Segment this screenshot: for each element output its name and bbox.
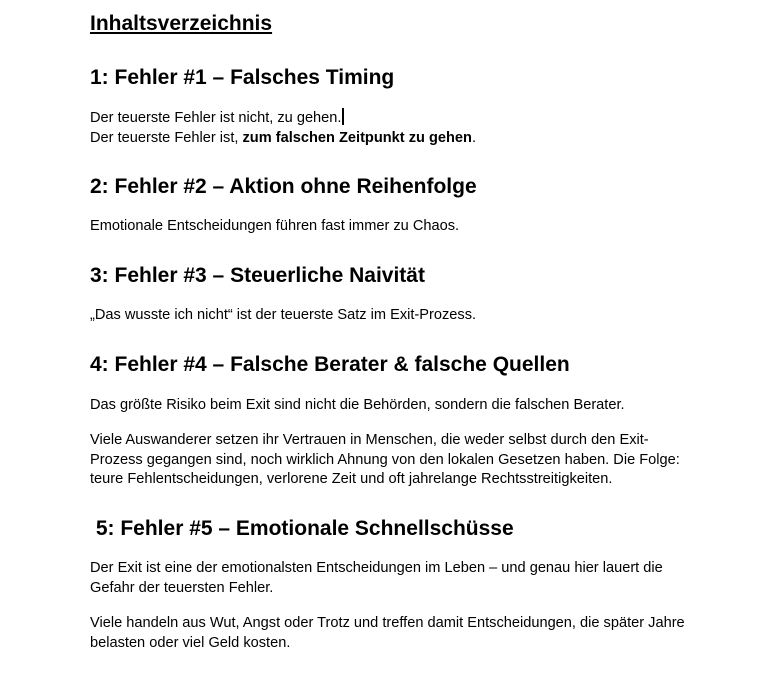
section-1-heading: 1: Fehler #1 – Falsches Timing <box>90 66 395 89</box>
section-5-paragraph-2: Viele handeln aus Wut, Angst oder Trotz und treffen damit Entscheidungen, die später Jahre belasten oder viel Geld kosten. <box>90 615 685 651</box>
section-4-paragraph-1: Das größte Risiko beim Exit sind nicht die Behörden, sondern die falschen Berater. <box>90 397 625 413</box>
section-1-line-1: Der teuerste Fehler ist nicht, zu gehen. <box>90 110 342 126</box>
section-1-paragraph[interactable] <box>90 108 695 148</box>
section-3-heading: 3: Fehler #3 – Steuerliche Naivität <box>90 264 425 287</box>
section-4-paragraph-2: Viele Auswanderer setzen ihr Vertrauen in Menschen, die weder selbst durch den Exit-Prozess gegangen sind, noch wirklich Ahnung von den lokalen Gesetzen haben. Die Folge: teure Fehlentscheidungen, verlorene Zeit und oft jahrelange Rechtsstreitigkeiten. <box>90 432 680 487</box>
section-1-line-2-bold: zum falschen Zeitpunkt zu gehen <box>242 129 472 146</box>
toc-title: Inhaltsverzeichnis <box>90 12 273 35</box>
section-2-heading: 2: Fehler #2 – Aktion ohne Reihenfolge <box>90 175 477 198</box>
text-cursor <box>342 108 344 125</box>
section-1-line-2-suffix: . <box>471 129 477 146</box>
section-5-heading: 5: Fehler #5 – Emotionale Schnellschüsse <box>90 517 514 540</box>
section-2-paragraph: Emotionale Entscheidungen führen fast immer zu Chaos. <box>90 218 460 234</box>
section-3-paragraph: „Das wusste ich nicht“ ist der teuerste Satz im Exit-Prozess. <box>90 307 477 323</box>
section-1-line-2-prefix: Der teuerste Fehler ist, <box>90 129 243 146</box>
section-5-paragraph-1: Der Exit ist eine der emotionalsten Entscheidungen im Leben – und genau hier lauert die Gefahr der teuersten Fehler. <box>90 560 663 596</box>
section-4-heading: 4: Fehler #4 – Falsche Berater & falsche Quellen <box>90 353 570 376</box>
